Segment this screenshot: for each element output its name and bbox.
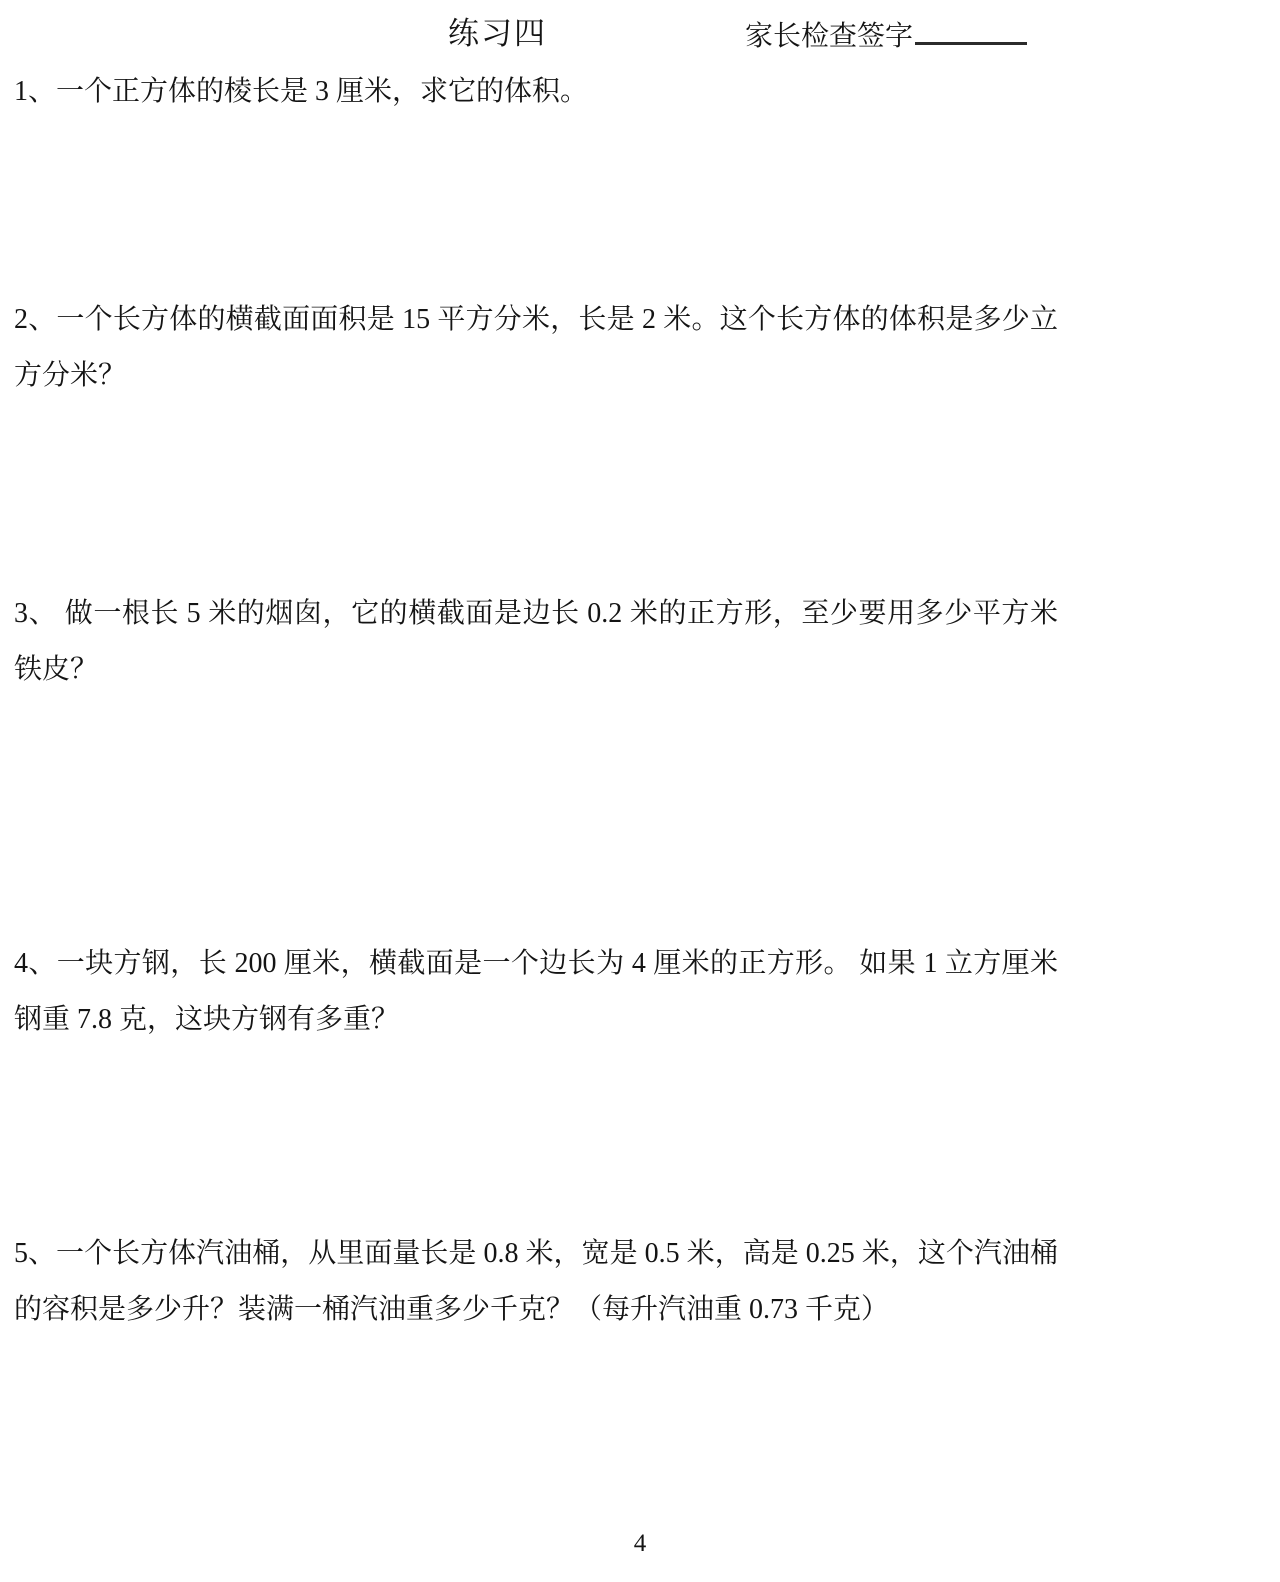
problem-4: 4、一块方钢，长 200 厘米，横截面是一个边长为 4 厘米的正方形。 如果 1 立方厘米钢重 7.8 克，这块方钢有多重？ (14, 948, 1058, 1035)
problem-3: 3、 做一根长 5 米的烟囱，它的横截面是边长 0.2 米的正方形，至少要用多少平方米铁皮？ (14, 598, 1058, 685)
problem-5: 5、一个长方体汽油桶，从里面量长是 0.8 米，宽是 0.5 米，高是 0.25 米，这个汽油桶的容积是多少升？装满一桶汽油重多少千克？（每升汽油重 0.73 千克） (14, 1238, 1058, 1325)
problem-2: 2、一个长方体的横截面面积是 15 平方分米，长是 2 米。这个长方体的体积是多少立方分米？ (14, 304, 1058, 391)
signature-label: 家长检查签字 (745, 21, 914, 52)
parent-signature-row (745, 14, 1027, 54)
signature-blank-line (915, 18, 1027, 45)
page-title: 练习四 (448, 16, 547, 51)
problem-1: 1、一个正方体的棱长是 3 厘米，求它的体积。 (14, 76, 589, 107)
page-number: 4 (633, 1530, 647, 1557)
